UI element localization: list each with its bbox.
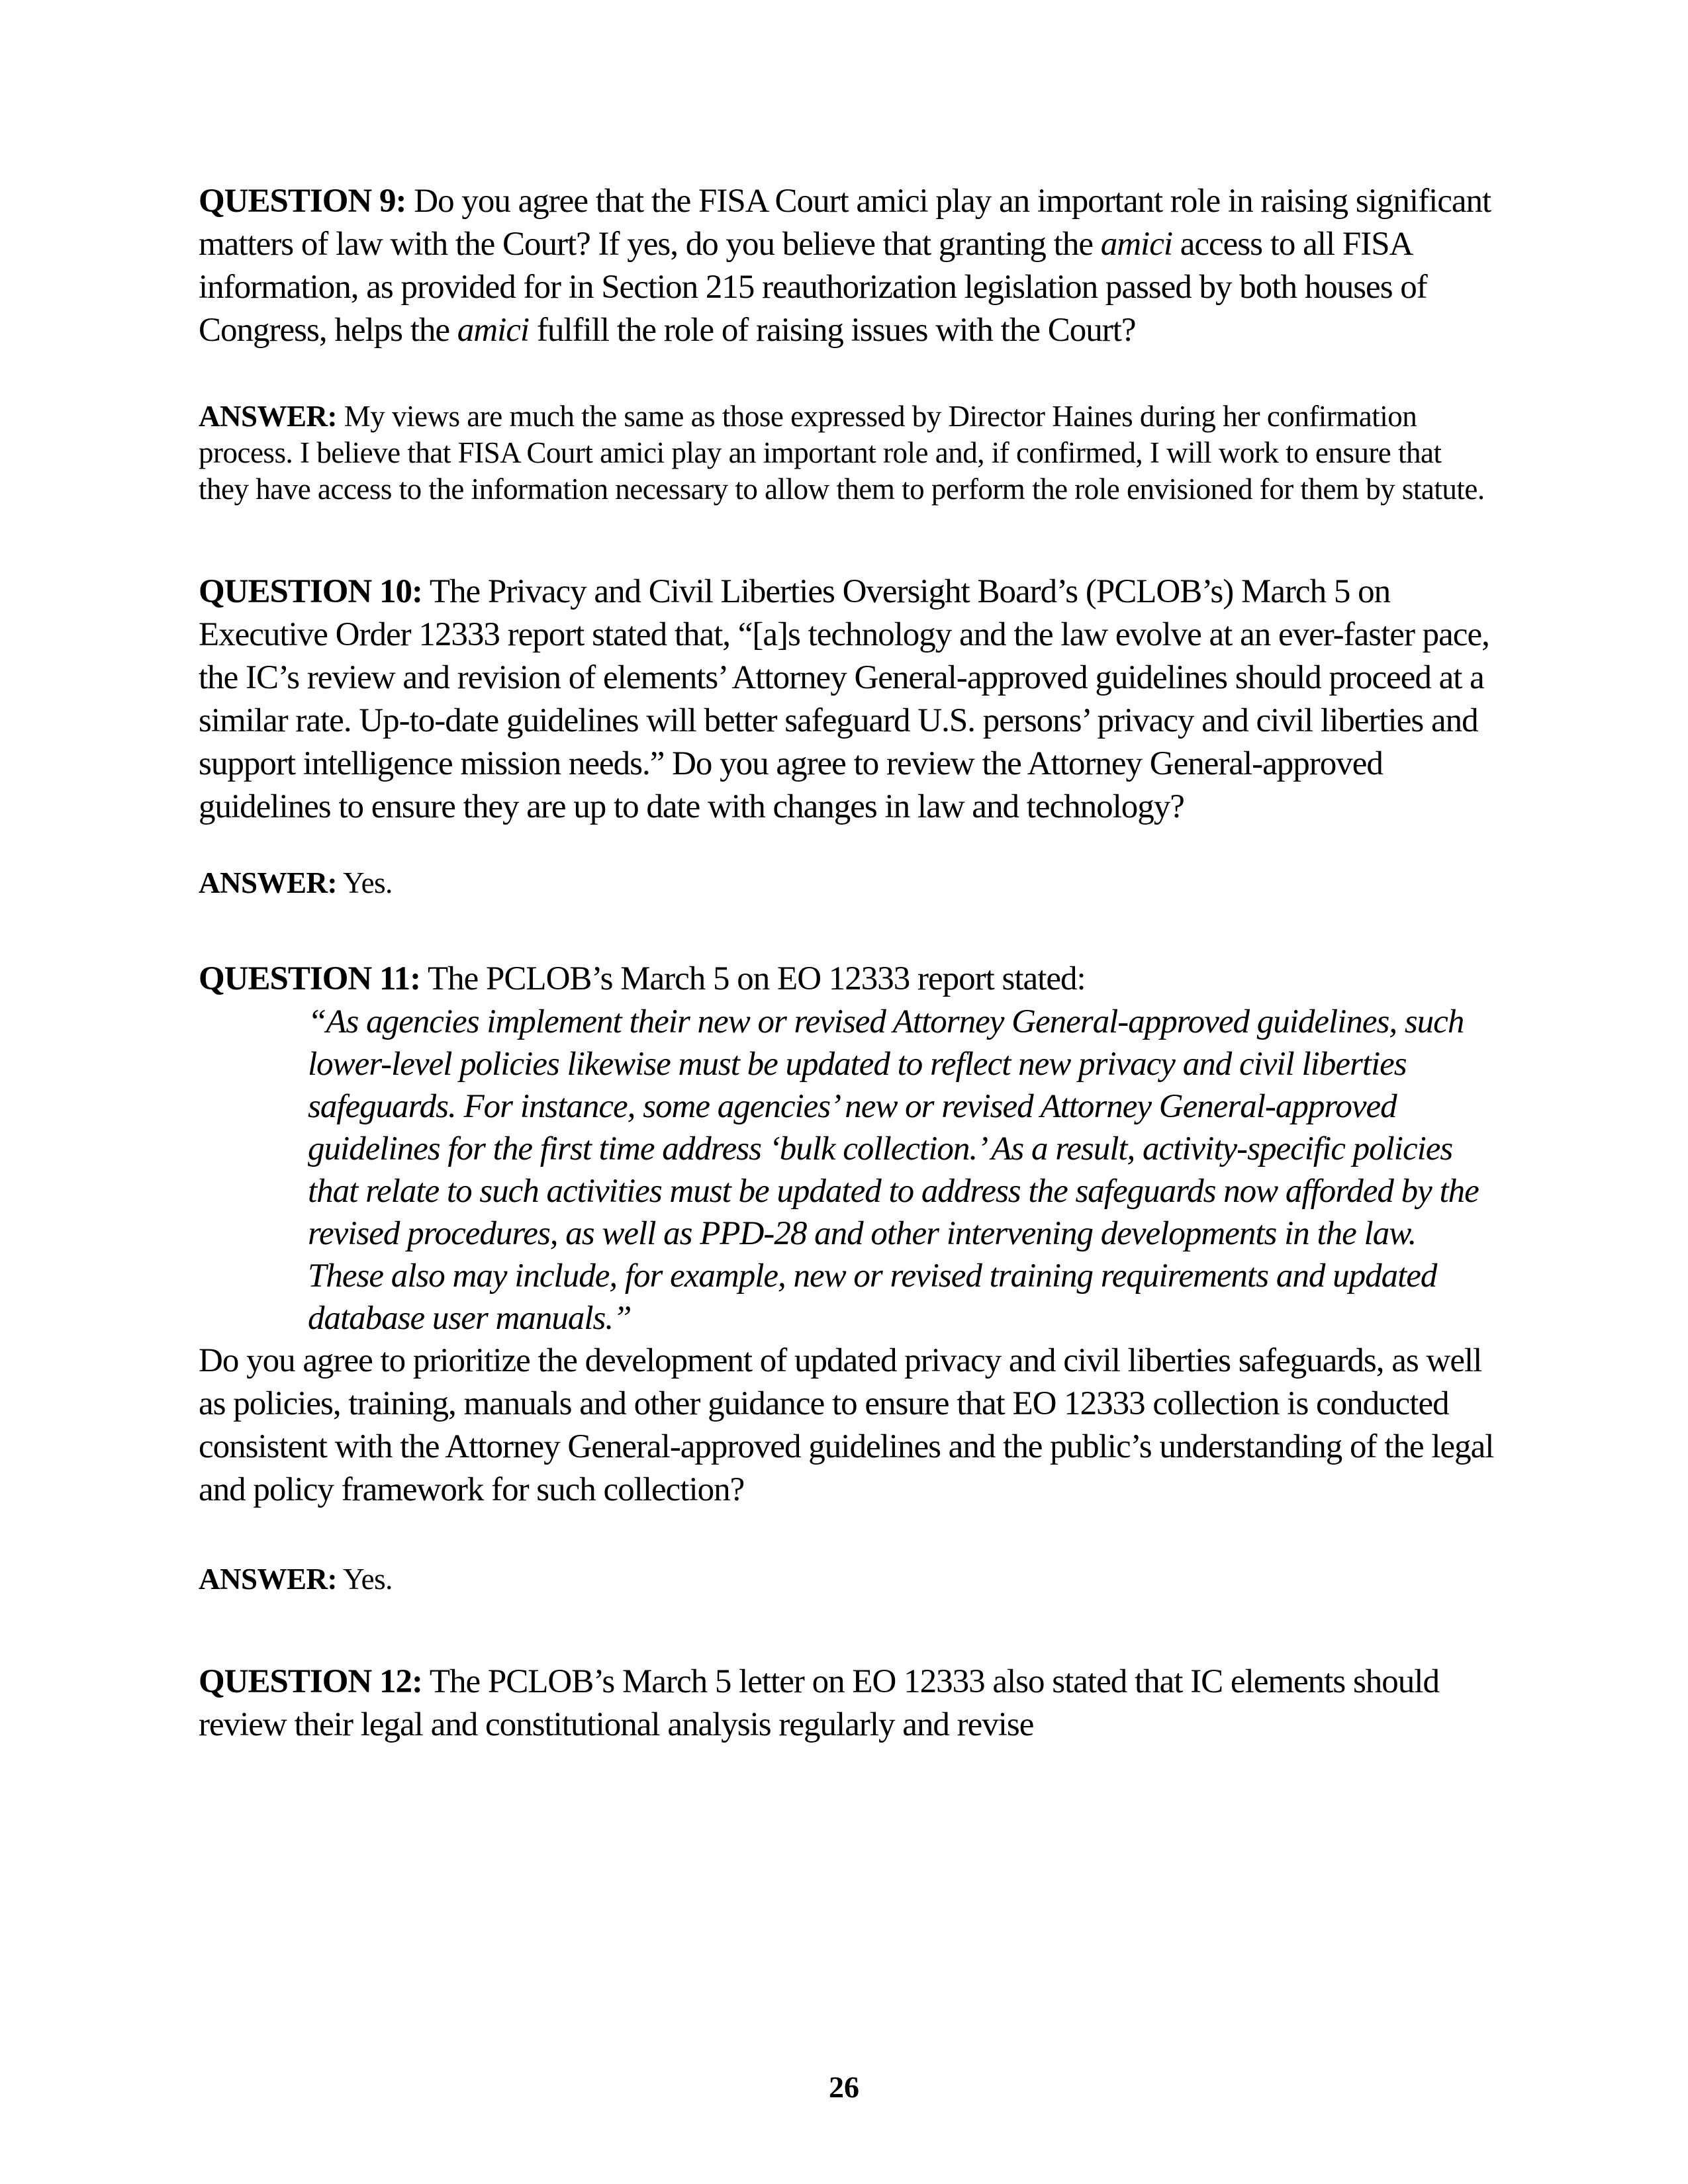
- question-10-text: The Privacy and Civil Liberties Oversight Board’s (PCLOB’s) March 5 on Executive Order 12333 report stated that, “[a]s technology and the law evolve at an ever-faster pace, the IC’s review and revision of elements’ Attorney General-approved guidelines should proceed at a similar rate. Up-to-date guidelines will better safeguard U.S. persons’ privacy and civil liberties and support intelligence mission needs.” Do you agree to review the Attorney General-approved guidelines to ensure they are up to date with changes in law and technology?: [199, 573, 1489, 825]
- answer-9-paragraph: [199, 398, 1496, 508]
- question-12-text: The PCLOB’s March 5 letter on EO 12333 also stated that IC elements should review their legal and constitutional analysis regularly and revise: [199, 1663, 1439, 1743]
- question-12-paragraph: [199, 1661, 1496, 1747]
- answer-9-label: ANSWER:: [199, 400, 338, 433]
- answer-10-paragraph: [199, 865, 1496, 901]
- answer-11-paragraph: [199, 1561, 1496, 1598]
- answer-11-label: ANSWER:: [199, 1563, 338, 1596]
- question-9-text-2: access to all FISA information, as provided for in Section 215 reauthorization legislation passed by both houses of Congress, helps the: [199, 226, 1427, 349]
- question-10-label: QUESTION 10:: [199, 573, 422, 610]
- question-11-block-quote: “As agencies implement their new or revised Attorney General-approved guidelines, such lower-level policies likewise must be updated to reflect new privacy and civil liberties safeguards. For instance, some agencies’ new or revised Attorney General-approved guidelines for the first time address ‘bulk collection.’ As a result, activity-specific policies that relate to such activities must be updated to address the safeguards now afforded by the revised procedures, as well as PPD-28 and other intervening developments in the law. These also may include, for example, new or revised training requirements and updated database user manuals.”: [308, 1003, 1479, 1337]
- question-10-paragraph: [199, 570, 1496, 829]
- question-11-label: QUESTION 11:: [199, 960, 421, 997]
- question-9-italic-amici-2: amici: [457, 312, 530, 349]
- question-11-intro-text: The PCLOB’s March 5 on EO 12333 report stated:: [420, 960, 1086, 997]
- page-number: 26: [829, 2070, 859, 2104]
- question-11-paragraph: [199, 958, 1496, 1001]
- answer-11-text: Yes.: [337, 1563, 393, 1596]
- question-9-text-1: Do you agree that the FISA Court amici play an important role in raising significant matters of law with the Court? If yes, do you believe that granting the: [199, 183, 1491, 263]
- answer-10-label: ANSWER:: [199, 866, 338, 899]
- answer-10-text: Yes.: [337, 866, 393, 899]
- question-12-label: QUESTION 12:: [199, 1663, 422, 1700]
- question-9-paragraph: [199, 180, 1496, 352]
- question-9-italic-amici-1: amici: [1100, 226, 1173, 263]
- question-11-followup-paragraph: Do you agree to prioritize the development of updated privacy and civil liberties safeguards, as well as policies, training, manuals and other guidance to ensure that EO 12333 collection is conducted consistent with the Attorney General-approved guidelines and the public’s understanding of the legal and policy framework for such collection?: [199, 1342, 1494, 1508]
- answer-9-text: My views are much the same as those expressed by Director Haines during her confirmation process. I believe that FISA Court amici play an important role and, if confirmed, I will work to ensure that they have access to the information necessary to allow them to perform the role envisioned for them by statute.: [199, 400, 1485, 506]
- question-9-text-3: fulfill the role of raising issues with the Court?: [529, 312, 1136, 349]
- question-9-label: QUESTION 9:: [199, 183, 406, 220]
- document-content: [199, 180, 1496, 1747]
